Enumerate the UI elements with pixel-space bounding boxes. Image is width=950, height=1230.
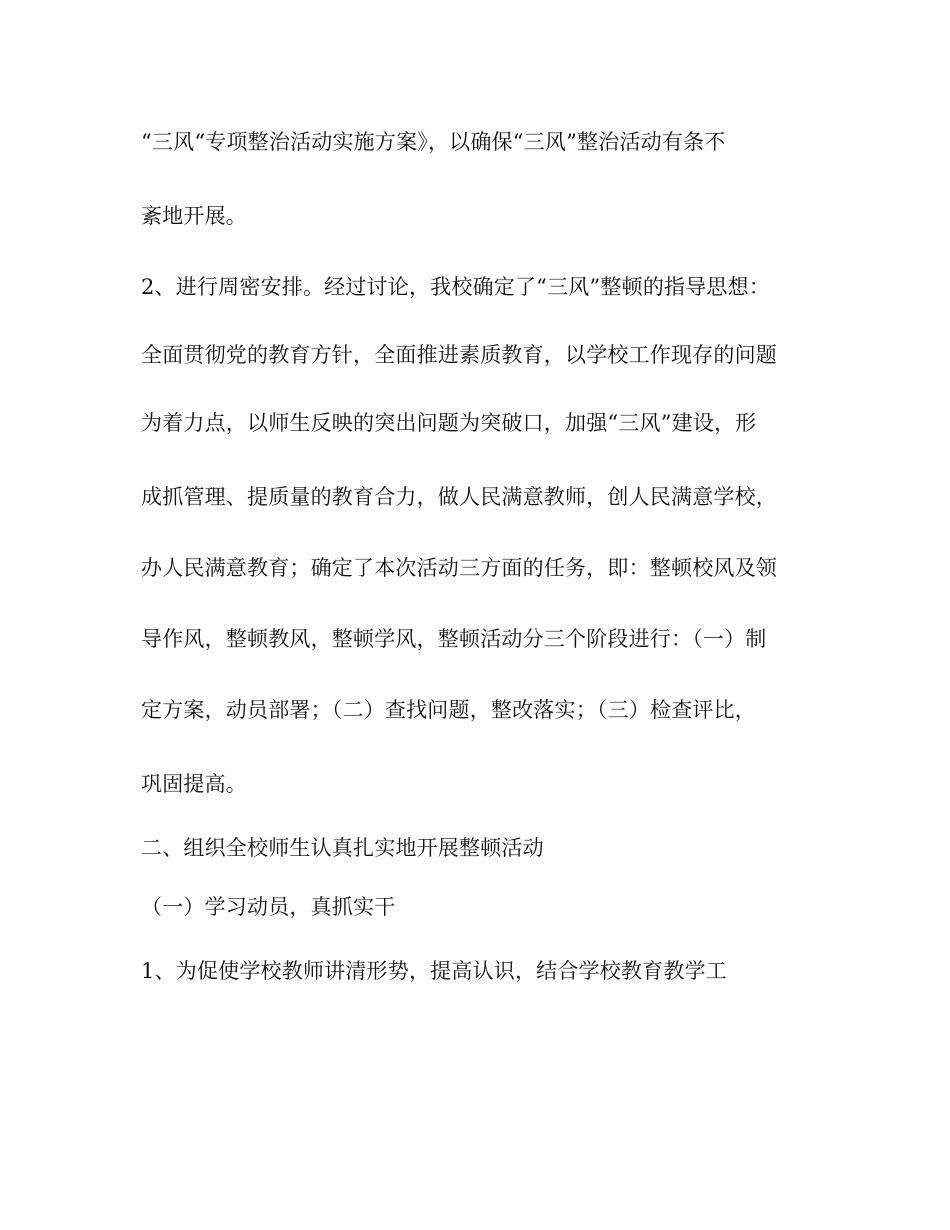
text-line: 1、为促使学校教师讲清形势，提高认识，结合学校教育教学工: [141, 959, 727, 983]
text-line: 巩固提高。: [141, 772, 247, 796]
text-line: 定方案，动员部署；（二）查找问题，整改落实；（三）检查评比，: [141, 698, 756, 722]
text-line: 2、进行周密安排。经过讨论，我校确定了“三风”整顿的指导思想：: [141, 275, 771, 299]
text-line: “三风“专项整治活动实施方案》，以确保“三风”整治活动有条不: [141, 130, 726, 154]
text-line: 为着力点，以师生反映的突出问题为突破口，加强“三风”建设，形: [141, 411, 757, 435]
text-line: 办人民满意教育；确定了本次活动三方面的任务，即：整顿校风及领: [141, 556, 777, 580]
text-line: 全面贯彻党的教育方针，全面推进素质教育，以学校工作现存的问题: [141, 343, 777, 367]
subsection-heading: （一）学习动员，真抓实干: [141, 895, 396, 919]
section-heading: 二、组织全校师生认真扎实地开展整顿活动: [141, 836, 544, 860]
text-line: 紊地开展。: [141, 204, 247, 228]
text-line: 导作风，整顿教风，整顿学风，整顿活动分三个阶段进行：（一）制: [141, 627, 767, 651]
text-line: 成抓管理、提质量的教育合力，做人民满意教师，创人民满意学校，: [141, 485, 777, 509]
